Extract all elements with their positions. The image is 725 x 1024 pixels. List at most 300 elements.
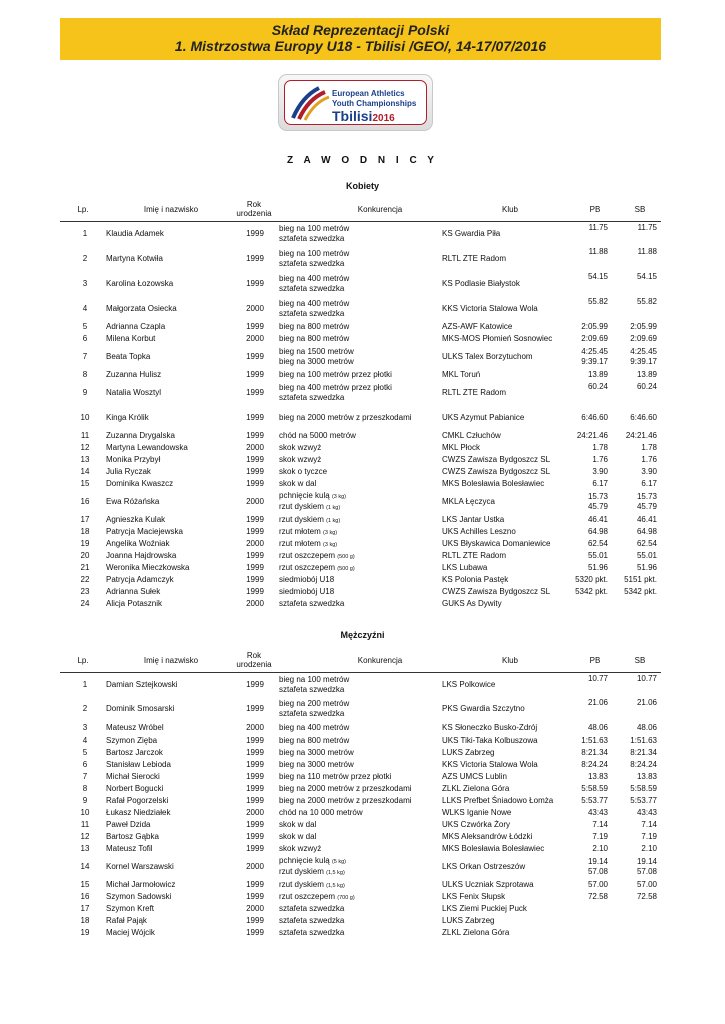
sb-value: 1.78 bbox=[641, 443, 657, 452]
season-best bbox=[613, 296, 657, 321]
athlete-name: Patrycja Adamczyk bbox=[106, 575, 174, 584]
birth-year: 1999 bbox=[246, 784, 264, 793]
row-number: 16 bbox=[80, 497, 90, 506]
event-name: sztafeta szwedzka bbox=[279, 234, 345, 243]
pb-value: 1:51.63 bbox=[581, 736, 608, 745]
event-cell bbox=[279, 466, 439, 478]
women-table bbox=[60, 196, 661, 610]
event-cell bbox=[279, 586, 439, 598]
season-best bbox=[613, 246, 657, 271]
sb-value: 19.14 bbox=[636, 857, 657, 866]
women-table-row bbox=[60, 466, 661, 478]
season-best bbox=[613, 550, 657, 562]
club-name: MKS Bolesławia Bolesławiec bbox=[442, 479, 545, 488]
athlete-name: Milena Korbut bbox=[106, 334, 156, 343]
athlete-name: Ewa Różańska bbox=[106, 497, 160, 506]
men-table-row bbox=[60, 927, 661, 939]
personal-best bbox=[566, 321, 608, 333]
birth-year: 1999 bbox=[246, 412, 264, 422]
club-name: CWZS Zawisza Bydgoszcz SL bbox=[442, 467, 551, 476]
men-table-body bbox=[60, 673, 661, 939]
sb-value: 13.83 bbox=[636, 772, 657, 781]
event-name: skok wzwyż bbox=[279, 844, 322, 853]
event-weight: (3 kg) bbox=[331, 494, 346, 500]
event-cell bbox=[279, 927, 439, 939]
sb-value: 1:51.63 bbox=[630, 736, 657, 745]
event-cell bbox=[279, 454, 439, 466]
event-name: rzut dyskiem (1 kg) bbox=[279, 502, 341, 511]
pb-value: 5:53.77 bbox=[581, 796, 608, 805]
row-number: 3 bbox=[82, 278, 88, 288]
personal-best bbox=[566, 538, 608, 550]
birth-year: 2000 bbox=[246, 539, 264, 548]
event-cell bbox=[279, 783, 439, 795]
men-table-row bbox=[60, 819, 661, 831]
event-name: sztafeta szwedzka bbox=[279, 258, 345, 268]
women-table-row bbox=[60, 321, 661, 333]
pb-value: 7.14 bbox=[592, 820, 608, 829]
event-name: bieg na 3000 metrów bbox=[279, 760, 354, 769]
row-number: 15 bbox=[80, 479, 90, 488]
athlete-name: Alicja Potasznik bbox=[106, 599, 163, 608]
logo-line-1: European Athletics bbox=[332, 89, 405, 98]
men-table-row bbox=[60, 807, 661, 819]
men-table-row bbox=[60, 673, 661, 697]
pb-value: 5342 pkt. bbox=[575, 587, 608, 596]
season-best bbox=[613, 442, 657, 454]
club-name: CWZS Zawisza Bydgoszcz SL bbox=[442, 455, 551, 464]
col-lp: Lp. bbox=[77, 655, 89, 665]
athlete-name: Weronika Mieczkowska bbox=[106, 563, 190, 572]
event-name: rzut młotem (3 kg) bbox=[279, 526, 338, 536]
birth-year: 1999 bbox=[246, 760, 264, 769]
event-cell bbox=[279, 915, 439, 927]
athlete-name: Rafał Pogorzelski bbox=[106, 796, 169, 805]
club-name: UKS Achilles Leszno bbox=[442, 527, 516, 536]
row-number: 2 bbox=[82, 253, 88, 263]
birth-year: 1999 bbox=[246, 551, 264, 560]
event-name: skok wzwyż bbox=[279, 443, 322, 452]
col-lp: Lp. bbox=[77, 204, 89, 214]
men-table-row bbox=[60, 831, 661, 843]
pb-value: 7.19 bbox=[592, 832, 608, 841]
event-cell bbox=[279, 246, 439, 271]
birth-year: 1999 bbox=[246, 322, 264, 331]
athlete-name: Adrianna Sułek bbox=[106, 587, 161, 596]
sb-value: 62.54 bbox=[636, 539, 657, 548]
pb-value: 51.96 bbox=[587, 563, 608, 572]
event-name: bieg na 400 metrów bbox=[279, 273, 350, 283]
athlete-name: Martyna Lewandowska bbox=[106, 443, 188, 452]
season-best bbox=[613, 538, 657, 550]
club-name: ZLKL Zielona Góra bbox=[442, 928, 510, 937]
row-number: 13 bbox=[80, 844, 90, 853]
athlete-name: Michał Jarmołowicz bbox=[106, 880, 176, 889]
col-name: Imię i nazwisko bbox=[143, 655, 199, 665]
pb-value: 19.14 bbox=[587, 857, 608, 866]
event-name: bieg na 400 metrów bbox=[279, 723, 350, 732]
pb-value: 8:24.24 bbox=[581, 760, 608, 769]
event-weight: (1 kg) bbox=[326, 517, 341, 524]
season-best bbox=[613, 466, 657, 478]
personal-best bbox=[566, 333, 608, 345]
season-best bbox=[613, 345, 657, 369]
athlete-name: Natalia Wosztyl bbox=[106, 388, 161, 397]
birth-year: 1999 bbox=[246, 820, 264, 829]
row-number: 17 bbox=[80, 904, 90, 913]
sb-value: 7.14 bbox=[641, 820, 657, 829]
event-cell bbox=[279, 759, 439, 771]
sb-value: 46.41 bbox=[636, 515, 657, 524]
event-name: sztafeta szwedzka bbox=[279, 928, 345, 937]
personal-best bbox=[566, 478, 608, 490]
event-name: bieg na 100 metrów bbox=[279, 224, 350, 233]
season-best bbox=[613, 562, 657, 574]
men-table-row bbox=[60, 783, 661, 795]
pb-value: 62.54 bbox=[587, 539, 608, 548]
event-weight: (500 g) bbox=[337, 553, 355, 560]
club-name: LKS Polkowice bbox=[442, 680, 496, 689]
row-number: 20 bbox=[80, 551, 90, 560]
women-table-row bbox=[60, 490, 661, 514]
women-table-row bbox=[60, 333, 661, 345]
row-number: 11 bbox=[80, 820, 90, 829]
pb-value: 72.58 bbox=[587, 892, 608, 901]
event-name: rzut oszczepem (500 g) bbox=[279, 562, 355, 572]
club-name: RLTL ZTE Radom bbox=[442, 253, 507, 263]
club-name: UKS Tiki-Taka Kolbuszowa bbox=[442, 736, 538, 745]
col-name: Imię i nazwisko bbox=[143, 204, 199, 214]
men-title: Mężczyźni bbox=[340, 630, 385, 640]
sb-value: 24:21.46 bbox=[625, 431, 657, 440]
sb-value: 6:46.60 bbox=[630, 412, 657, 422]
club-name: LUKS Zabrzeg bbox=[442, 748, 495, 757]
col-sb: SB bbox=[634, 204, 646, 214]
women-table-row bbox=[60, 345, 661, 369]
event-cell bbox=[279, 843, 439, 855]
personal-best bbox=[566, 271, 608, 296]
club-name: ULKS Talex Borzytuchom bbox=[442, 352, 533, 361]
row-number: 18 bbox=[80, 527, 90, 536]
birth-year: 1999 bbox=[246, 479, 264, 488]
row-number: 23 bbox=[80, 587, 90, 596]
event-cell bbox=[279, 381, 439, 405]
pb-value: 55.01 bbox=[587, 551, 608, 560]
women-table-row bbox=[60, 574, 661, 586]
club-name: LLKS Prefbet Śniadowo Łomża bbox=[442, 796, 554, 805]
row-number: 14 bbox=[80, 467, 90, 476]
sb-value: 15.73 bbox=[636, 492, 657, 501]
pb-value: 3.90 bbox=[592, 467, 608, 476]
row-number: 24 bbox=[80, 599, 90, 608]
pb-value: 55.82 bbox=[587, 297, 608, 306]
sb-value: 60.24 bbox=[636, 382, 657, 391]
sb-value: 57.00 bbox=[636, 880, 657, 889]
men-table-row bbox=[60, 915, 661, 927]
event-cell bbox=[279, 721, 439, 735]
personal-best bbox=[566, 855, 608, 879]
athlete-name: Adrianna Czapla bbox=[106, 322, 166, 331]
event-name: sztafeta szwedzka bbox=[279, 308, 345, 318]
club-name: KS Polonia Pastęk bbox=[442, 575, 509, 584]
club-name: LKS Orkan Ostrzeszów bbox=[442, 862, 526, 871]
event-cell bbox=[279, 831, 439, 843]
pb-value: 6.17 bbox=[592, 479, 608, 488]
personal-best bbox=[566, 783, 608, 795]
event-name: bieg na 2000 metrów z przeszkodami bbox=[279, 412, 412, 422]
club-name: MKLA Łęczyca bbox=[442, 497, 495, 506]
season-best bbox=[613, 222, 657, 246]
col-sb: SB bbox=[634, 655, 646, 665]
personal-best bbox=[566, 831, 608, 843]
birth-year: 1999 bbox=[246, 844, 264, 853]
event-name: bieg na 200 metrów bbox=[279, 699, 350, 708]
season-best bbox=[613, 454, 657, 466]
birth-year: 1999 bbox=[246, 515, 264, 524]
club-name: UKS Błyskawica Domaniewice bbox=[442, 539, 551, 548]
event-cell bbox=[279, 345, 439, 369]
club-name: RLTL ZTE Radom bbox=[442, 551, 507, 560]
event-name: chód na 10 000 metrów bbox=[279, 808, 363, 817]
season-best bbox=[613, 381, 657, 405]
pb-value: 46.41 bbox=[587, 515, 608, 524]
event-cell bbox=[279, 442, 439, 454]
event-name: rzut oszczepem (500 g) bbox=[279, 550, 355, 560]
birth-year: 1999 bbox=[246, 680, 264, 689]
athlete-name: Rafał Pająk bbox=[106, 916, 147, 925]
birth-year: 1999 bbox=[246, 587, 264, 596]
pb-value: 13.83 bbox=[587, 772, 608, 781]
event-cell bbox=[279, 697, 439, 721]
sb-value: 2:05.99 bbox=[630, 322, 657, 331]
women-table-row bbox=[60, 381, 661, 405]
event-cell bbox=[279, 771, 439, 783]
personal-best bbox=[566, 562, 608, 574]
men-table-header bbox=[60, 647, 661, 673]
pb-value: 11.75 bbox=[588, 223, 608, 232]
event-name: bieg na 100 metrów bbox=[279, 248, 350, 258]
season-best bbox=[613, 843, 657, 855]
event-name: rzut dyskiem (1,5 kg) bbox=[279, 867, 345, 876]
athlete-name: Julia Ryczak bbox=[106, 467, 151, 476]
club-name: MKL Toruń bbox=[442, 370, 481, 379]
row-number: 12 bbox=[80, 443, 90, 452]
club-name: KS Podlasie Białystok bbox=[442, 278, 520, 288]
athlete-name: Mateusz Tofil bbox=[106, 844, 153, 853]
birth-year: 1999 bbox=[246, 467, 264, 476]
women-table-row bbox=[60, 405, 661, 430]
birth-year: 2000 bbox=[246, 808, 264, 817]
men-table-row bbox=[60, 771, 661, 783]
personal-best bbox=[566, 807, 608, 819]
event-weight: (700 g) bbox=[337, 894, 355, 901]
pb-value: 6:46.60 bbox=[581, 412, 608, 422]
birth-year: 2000 bbox=[246, 303, 264, 313]
row-number: 5 bbox=[82, 748, 88, 757]
personal-best bbox=[566, 454, 608, 466]
personal-best bbox=[566, 381, 608, 405]
row-number: 1 bbox=[82, 229, 88, 238]
pb-value: 13.89 bbox=[587, 370, 608, 379]
event-cell bbox=[279, 369, 439, 381]
pb-value: 10.77 bbox=[587, 674, 608, 683]
women-table-row bbox=[60, 296, 661, 321]
row-number: 7 bbox=[82, 352, 88, 361]
event-name: sztafeta szwedzka bbox=[279, 709, 345, 718]
personal-best bbox=[566, 430, 608, 442]
personal-best bbox=[566, 466, 608, 478]
birth-year: 2000 bbox=[246, 862, 264, 871]
athlete-name: Michał Sierocki bbox=[106, 772, 160, 781]
women-table-row bbox=[60, 514, 661, 526]
event-weight: (500 g) bbox=[337, 565, 355, 572]
sb-value: 43:43 bbox=[636, 808, 657, 817]
pb-value: 60.24 bbox=[587, 382, 608, 391]
row-number: 12 bbox=[80, 832, 90, 841]
athlete-name: Monika Przybył bbox=[106, 455, 161, 464]
sb-value: 21.06 bbox=[636, 698, 657, 707]
season-best bbox=[613, 879, 657, 891]
event-name: bieg na 100 metrów przez płotki bbox=[279, 370, 392, 379]
personal-best bbox=[566, 514, 608, 526]
pb-value: 57.00 bbox=[587, 880, 608, 889]
birth-year: 1999 bbox=[246, 431, 264, 440]
row-number: 19 bbox=[80, 539, 90, 548]
athlete-name: Klaudia Adamek bbox=[106, 229, 164, 238]
club-name: GUKS As Dywity bbox=[442, 599, 502, 608]
row-number: 11 bbox=[80, 431, 90, 440]
pb-value: 2:09.69 bbox=[581, 334, 608, 343]
men-table-row bbox=[60, 697, 661, 721]
event-cell bbox=[279, 222, 439, 246]
event-name: rzut dyskiem (1,5 kg) bbox=[279, 879, 345, 889]
club-name: KS Słoneczko Busko-Zdrój bbox=[442, 723, 538, 732]
birth-year: 2000 bbox=[246, 723, 264, 732]
birth-year: 2000 bbox=[246, 443, 264, 452]
event-cell bbox=[279, 807, 439, 819]
women-table-row bbox=[60, 442, 661, 454]
sb-value: 72.58 bbox=[636, 892, 657, 901]
birth-year: 1999 bbox=[246, 704, 264, 713]
women-table-row bbox=[60, 586, 661, 598]
event-name: bieg na 100 metrów bbox=[279, 675, 350, 684]
sb-value: 9:39.17 bbox=[630, 357, 657, 366]
sb-value: 1.76 bbox=[641, 455, 657, 464]
season-best bbox=[613, 735, 657, 747]
col-comp: Konkurencja bbox=[357, 204, 403, 214]
event-name: pchnięcie kulą (3 kg) bbox=[279, 491, 346, 500]
runner-logo-icon bbox=[289, 84, 331, 122]
athlete-name: Norbert Bogucki bbox=[106, 784, 164, 793]
birth-year: 1999 bbox=[246, 527, 264, 536]
club-name: UKS Azymut Pabianice bbox=[442, 412, 525, 422]
sb-value: 54.15 bbox=[636, 272, 657, 281]
col-club: Klub bbox=[501, 655, 518, 665]
season-best bbox=[613, 673, 657, 697]
event-name: bieg na 400 metrów bbox=[279, 298, 350, 308]
club-name: UKS Czwórka Żory bbox=[442, 820, 511, 829]
pb-value: 1.76 bbox=[592, 455, 608, 464]
event-name: bieg na 3000 metrów bbox=[279, 357, 354, 366]
event-cell bbox=[279, 514, 439, 526]
men-table-row bbox=[60, 747, 661, 759]
sb-value: 10.77 bbox=[636, 674, 657, 683]
row-number: 16 bbox=[80, 892, 90, 901]
sb-value: 5:53.77 bbox=[630, 796, 657, 805]
event-cell bbox=[279, 598, 439, 610]
event-cell bbox=[279, 333, 439, 345]
club-name: LKS Ziemi Puckiej Puck bbox=[442, 904, 527, 913]
row-number: 15 bbox=[80, 880, 90, 889]
row-number: 22 bbox=[80, 575, 90, 584]
event-name: skok wzwyż bbox=[279, 455, 322, 464]
birth-year: 1999 bbox=[246, 880, 264, 889]
club-name: KKS Victoria Stalowa Wola bbox=[442, 303, 538, 313]
row-number: 1 bbox=[82, 680, 88, 689]
personal-best bbox=[566, 735, 608, 747]
event-name: sztafeta szwedzka bbox=[279, 283, 345, 293]
row-number: 3 bbox=[82, 723, 88, 732]
men-table-row bbox=[60, 843, 661, 855]
row-number: 10 bbox=[80, 412, 90, 422]
row-number: 4 bbox=[82, 303, 88, 313]
club-name: AZS-AWF Katowice bbox=[442, 322, 513, 331]
birth-year: 1999 bbox=[246, 916, 264, 925]
sb-value: 45.79 bbox=[636, 502, 657, 511]
birth-year: 1999 bbox=[246, 229, 264, 238]
season-best bbox=[613, 795, 657, 807]
sb-value: 48.06 bbox=[636, 723, 657, 732]
women-table-row bbox=[60, 454, 661, 466]
sb-value: 2:09.69 bbox=[630, 334, 657, 343]
club-name: MKL Płock bbox=[442, 443, 480, 452]
pb-value: 45.79 bbox=[587, 502, 608, 511]
event-cell bbox=[279, 296, 439, 321]
athlete-name: Dominika Kwaszcz bbox=[106, 479, 174, 488]
sb-value: 8:21.34 bbox=[630, 748, 657, 757]
sb-value: 5:58.59 bbox=[630, 784, 657, 793]
women-table-row bbox=[60, 246, 661, 271]
birth-year: 2000 bbox=[246, 497, 264, 506]
women-table-header bbox=[60, 196, 661, 222]
col-year: Rok urodzenia bbox=[236, 651, 272, 669]
event-name: sztafeta szwedzka bbox=[279, 599, 345, 608]
event-cell bbox=[279, 747, 439, 759]
row-number: 7 bbox=[82, 772, 88, 781]
row-number: 6 bbox=[82, 334, 88, 343]
sb-value: 57.08 bbox=[636, 867, 657, 876]
athlete-name: Damian Sztejkowski bbox=[106, 680, 178, 689]
season-best bbox=[613, 586, 657, 598]
athlete-name: Martyna Kotwiła bbox=[106, 253, 163, 263]
event-cell bbox=[279, 478, 439, 490]
sb-value: 5342 pkt. bbox=[624, 587, 657, 596]
athlete-name: Szymon Sadowski bbox=[106, 892, 172, 901]
season-best bbox=[613, 927, 657, 939]
row-number: 4 bbox=[82, 736, 88, 745]
men-table-row bbox=[60, 721, 661, 735]
row-number: 2 bbox=[82, 704, 88, 713]
men-table-row bbox=[60, 903, 661, 915]
birth-year: 1999 bbox=[246, 832, 264, 841]
logo-line-2: Youth Championships bbox=[332, 99, 417, 108]
men-table bbox=[60, 647, 661, 939]
row-number: 9 bbox=[82, 388, 88, 397]
men-table-row bbox=[60, 759, 661, 771]
event-weight: (5 kg) bbox=[331, 859, 346, 865]
women-title: Kobiety bbox=[345, 181, 379, 191]
athlete-name: Mateusz Wróbel bbox=[106, 723, 164, 732]
